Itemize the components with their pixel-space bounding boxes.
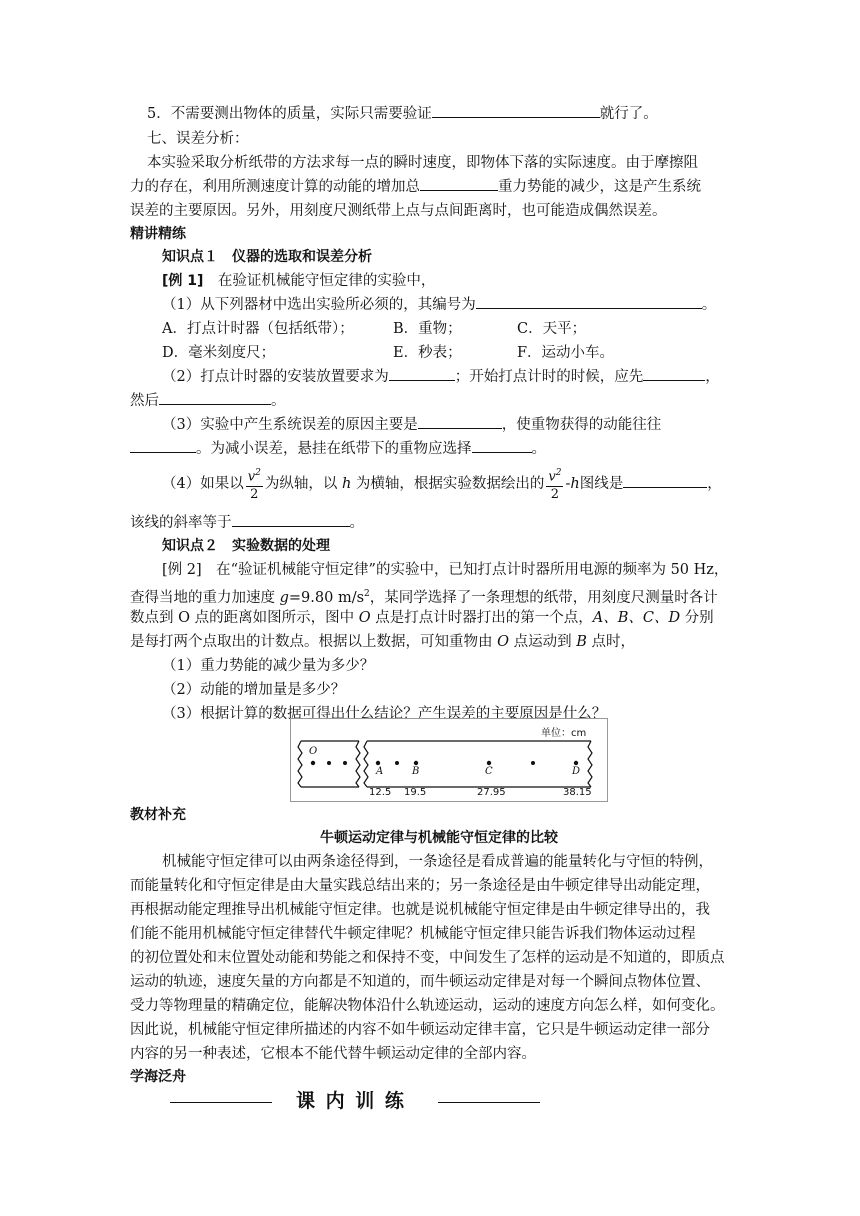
text: 然后 [130,393,159,409]
text: - [565,476,571,492]
article-line: 受力等物理量的精确定位，能解决物体沿什么轨迹运动，运动的速度方向怎么样，如何变化。 [130,998,725,1014]
text: （4）如果以 [162,476,244,492]
text: 图线是 [579,476,624,492]
knowledge-point-1: 知识点１ 仪器的选取和误差分析 [162,249,372,265]
question-4-cont [130,512,364,534]
text: 点是打点计时器打出的第一个点， [370,610,593,626]
unit-label: 单位：cm [541,728,587,739]
text: （2）打点计时器的安装放置要求为 [162,369,389,385]
question-1 [162,294,716,316]
article-title: 牛顿运动定律与机械能守恒定律的比较 [320,830,558,846]
blank-q3c[interactable] [472,438,532,453]
text: （1）从下列器材中选出实验所必须的，其编号为 [162,297,476,313]
option-f: F．运动小车。 [517,345,615,361]
section-divider-left [170,1102,272,1103]
text: 。 [271,393,286,409]
blank-1[interactable] [432,103,600,118]
value-d: 38.15 [563,787,592,798]
blank-q2a[interactable] [389,366,455,381]
text: ， [705,369,720,385]
question-2-cont [130,390,286,412]
exponent: 2 [255,468,261,479]
option-d: D．毫米刻度尺； [162,345,276,361]
text: 。 [531,441,546,457]
example-2-line [130,607,714,629]
example-1 [162,270,435,292]
text: ，使重物获得的动能往往 [501,417,662,433]
paragraph-line: 误差的主要原因。另外，用刻度尺测纸带上点与点间距离时，也可能造成偶然误差。 [130,203,667,219]
text: 在验证机械能守恒定律的实验中， [203,273,436,289]
value-b: 19.5 [404,787,427,798]
text: （3）实验中产生系统误差的原因主要是 [162,417,418,433]
article-line: 再根据动能定理推导出机械能守恒定律。也就是说机械能守恒定律是由牛顿定律导出的，我 [130,902,710,918]
option-b: B．重物； [393,321,462,337]
question-4 [162,464,722,504]
var-h: h [570,476,580,492]
blank-q4b[interactable] [232,512,350,527]
denominator: 2 [550,486,560,502]
var-o: O [358,610,371,626]
fraction-v2-over-2 [546,465,563,502]
exponent: 2 [364,589,370,599]
option-e: E．秒表； [393,345,462,361]
blank-q2b[interactable] [643,366,705,381]
text: 。 [701,297,717,313]
section-title-kenei: 课 内 训 练 [296,1090,406,1112]
article-line: 机械能守恒定律可以由两条途径得到，一条途径是看成普遍的能量转化与守恒的特例， [162,854,713,870]
article-line: 因此说，机械能守恒定律所描述的内容不如牛顿运动定律丰富，它只是牛顿运动定律一部分 [130,1022,710,1038]
example-2: [例 2] 在“验证机械能守恒定律”的实验中，已知打点计时器所用电源的频率为 50 Hz， [162,562,729,578]
text: 力的存在，利用所测速度计算的动能的增加总 [130,179,420,195]
text: ，某同学选择了一条理想的纸带，用刻度尺测量时各计 [369,589,718,606]
numerator-v: v [247,469,256,485]
text: 查得当地的重力加速度 [130,589,280,606]
paper-tape-figure [290,718,608,802]
point-d-label: D [572,766,581,777]
heading-jingjiang: 精讲精练 [130,226,186,242]
var-b: B [576,634,587,650]
text: 。 [349,515,364,531]
blank-2[interactable] [420,176,498,191]
example-2-line [130,631,635,653]
article-line: 而能量转化和守恒定律是由大量实践总结出来的；另一条途径是由牛顿定律导出动能定理， [130,878,710,894]
question-3-cont [130,438,546,460]
option-c: C．天平； [517,321,587,337]
text: 该线的斜率等于 [130,515,232,531]
sub-question-2: （2）动能的增加量是多少？ [162,682,346,698]
line-1 [147,103,658,125]
var-h: h [341,476,352,492]
text: 是每打两个点取出的计数点。根据以上数据，可知重物由 [130,634,498,650]
blank-q3b[interactable] [130,438,196,453]
text: ， [707,476,722,492]
point-a-label: A [376,766,384,777]
section-divider-right [438,1102,540,1103]
text: 就行了。 [599,106,658,122]
var-o: O [497,634,509,650]
var-abcd: A、B、C、D [592,610,681,626]
numerator-v: v [548,469,556,485]
blank-q3a[interactable] [418,414,502,429]
option-a: A．打点计时器（包括纸带）； [162,321,354,337]
text: 5．不需要测出物体的质量，实际只需要验证 [147,106,432,122]
article-line: 的初位置处和末位置处动能和势能之和保持不变，中间发生了怎样的运动是不知道的，即质点 [130,950,725,966]
example-label: [例 1] [162,273,204,289]
article-line: 运动的轨迹，速度矢量的方向都是不知道的，而牛顿运动定律是对每一个瞬间点物体位置、 [130,974,710,990]
sub-question-3: （3）根据计算的数据可得出什么结论？产生误差的主要原因是什么？ [162,706,607,722]
text: 点运动到 [509,634,577,650]
text: 重力势能的减少，这是产生系统 [498,179,701,195]
blank-q2c[interactable] [159,390,271,405]
text: 点时， [586,634,635,650]
blank-q1[interactable] [476,294,702,309]
question-2 [162,366,720,388]
fraction-v2-over-2 [246,465,263,502]
point-o-label: O [309,746,318,757]
var-g: g [279,589,289,606]
point-b-label: B [412,766,420,777]
text: ；开始打点计时的时候，应先 [454,369,644,385]
denominator: 2 [250,486,259,502]
value-c: 27.95 [477,787,506,798]
text: 为纵轴，以 [264,476,338,492]
paragraph-line: 本实验采取分析纸带的方法求每一点的瞬时速度，即物体下落的实际速度。由于摩擦阻 [147,155,698,171]
section-7-heading: 七、误差分析： [147,131,249,147]
heading-xuehai: 学海泛舟 [130,1069,186,1085]
example-2-line [130,583,718,609]
heading-jiaocai: 教材补充 [130,807,186,823]
article-line: 们能不能用机械能守恒定律替代牛顿定律呢？机械能守恒定律只能告诉我们物体运动过程 [130,926,696,942]
text: 数点到 O 点的距离如图所示，图中 [130,610,359,626]
sub-question-1: （1）重力势能的减少量为多少？ [162,658,375,674]
text: 为横轴，根据实验数据绘出的 [355,476,545,492]
paragraph-line [130,176,701,198]
article-line: 内容的另一种表述，它根本不能代替牛顿运动定律的全部内容。 [130,1046,536,1062]
text: =9.80 m/s [288,589,365,606]
blank-q4a[interactable] [623,473,707,488]
point-c-label: C [485,766,493,777]
value-a: 12.5 [369,787,392,798]
exponent: 2 [555,468,562,479]
text: 。为减小误差，悬挂在纸带下的重物应选择 [196,441,472,457]
question-3 [162,414,661,436]
knowledge-point-2: 知识点２ 实验数据的处理 [162,538,330,554]
text: 分别 [680,610,714,626]
